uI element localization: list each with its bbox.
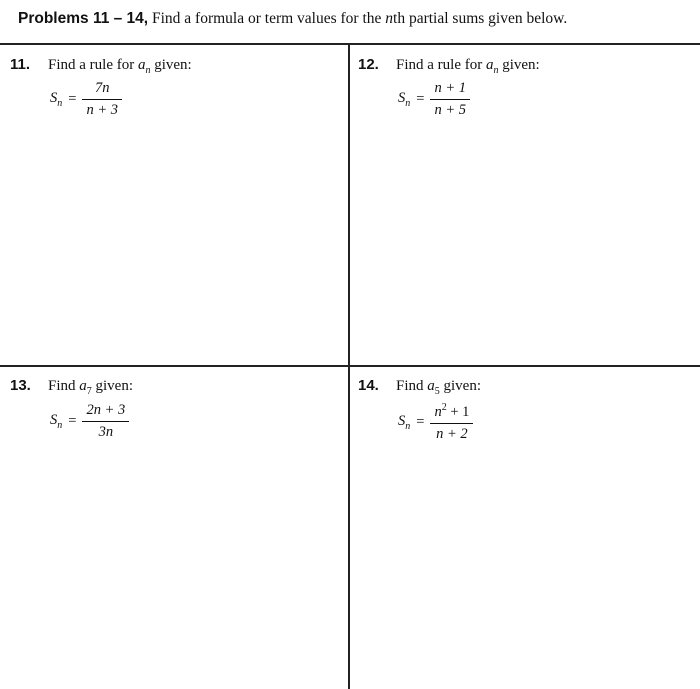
problem-13-prefix: Find: [48, 378, 80, 394]
problem-14-numerator-sup: 2: [441, 402, 447, 413]
problem-12-lhs: [398, 90, 410, 109]
problem-14: [358, 377, 481, 397]
problem-13-lhs: [50, 412, 62, 431]
problem-11-term-var: a: [137, 57, 146, 73]
problem-13: [10, 377, 133, 397]
problem-13-term-sub: 7: [86, 386, 92, 397]
problem-11-number: 11.: [10, 56, 31, 73]
problem-11-lhs-sub: n: [57, 97, 63, 109]
header-text-before: Find a formula or term values for the: [151, 10, 386, 27]
problem-14-numerator-rest: + 1: [446, 403, 470, 420]
problem-12-fraction: [430, 80, 470, 119]
problem-11-formula: [50, 80, 122, 119]
problem-11-lhs: [50, 90, 62, 109]
problem-12-denominator: n + 5: [434, 102, 466, 118]
problem-12-lhs-sub: n: [405, 97, 411, 109]
problem-14-lhs-sub: n: [405, 420, 411, 432]
problem-14-term-sub: 5: [434, 386, 440, 397]
problem-14-prefix: Find: [396, 378, 428, 394]
problem-12-term-var: a: [485, 57, 494, 73]
problem-12-numerator: n + 1: [434, 80, 466, 96]
problem-14-equals: =: [416, 413, 425, 430]
problem-14-lhs-var: S: [398, 412, 406, 429]
header-bold: Problems 11 – 14,: [18, 10, 149, 27]
problem-12-formula: [398, 80, 470, 119]
problem-14-numerator-base: n: [434, 403, 442, 420]
problem-12-statement: [358, 56, 540, 76]
problem-11-term-sub: n: [145, 65, 151, 76]
problem-12-equals: =: [416, 91, 425, 107]
problem-14-denominator: n + 2: [436, 425, 468, 442]
problem-11-equals: =: [68, 91, 77, 107]
problem-13-formula: [50, 402, 129, 441]
problem-11-lhs-var: S: [50, 90, 58, 107]
problem-12: [358, 56, 540, 76]
problem-14-numerator: [430, 402, 473, 423]
problem-11-numerator: 7n: [94, 80, 110, 96]
problem-11: [10, 56, 192, 76]
middle-divider: [0, 365, 700, 367]
problem-14-suffix: given:: [439, 378, 482, 394]
top-divider: [0, 43, 700, 45]
problem-14-fraction: [430, 402, 473, 443]
problem-12-prefix: Find a rule for: [396, 57, 486, 73]
problem-13-denominator: 3n: [98, 424, 114, 440]
header-text-after: th partial sums given below.: [393, 10, 568, 27]
problem-14-formula: [398, 402, 473, 443]
problem-14-lhs: [398, 413, 410, 432]
problem-11-fraction: [82, 80, 122, 119]
vertical-divider: [348, 44, 350, 689]
problem-13-equals: =: [68, 413, 77, 429]
problem-11-suffix: given:: [150, 57, 192, 73]
header-italic-n: n: [385, 10, 394, 27]
problem-13-term-var: a: [79, 378, 87, 394]
problem-13-number: 13.: [10, 377, 31, 394]
problem-13-fraction: [82, 402, 129, 441]
problem-13-numerator: 2n + 3: [86, 402, 126, 418]
problem-13-suffix: given:: [91, 378, 134, 394]
problem-14-number: 14.: [358, 377, 379, 394]
problem-13-lhs-var: S: [50, 412, 58, 429]
problem-11-denominator: n + 3: [86, 102, 118, 118]
problem-12-lhs-var: S: [398, 90, 406, 107]
problem-14-term-var: a: [427, 378, 435, 394]
problem-11-statement: [10, 56, 192, 76]
page-header: [18, 10, 567, 28]
problem-13-lhs-sub: n: [57, 419, 63, 431]
problem-12-term-sub: n: [493, 65, 499, 76]
problem-12-suffix: given:: [498, 57, 540, 73]
problem-11-prefix: Find a rule for: [48, 57, 138, 73]
problem-14-statement: [358, 377, 481, 397]
problem-13-statement: [10, 377, 133, 397]
problem-12-number: 12.: [358, 56, 379, 73]
